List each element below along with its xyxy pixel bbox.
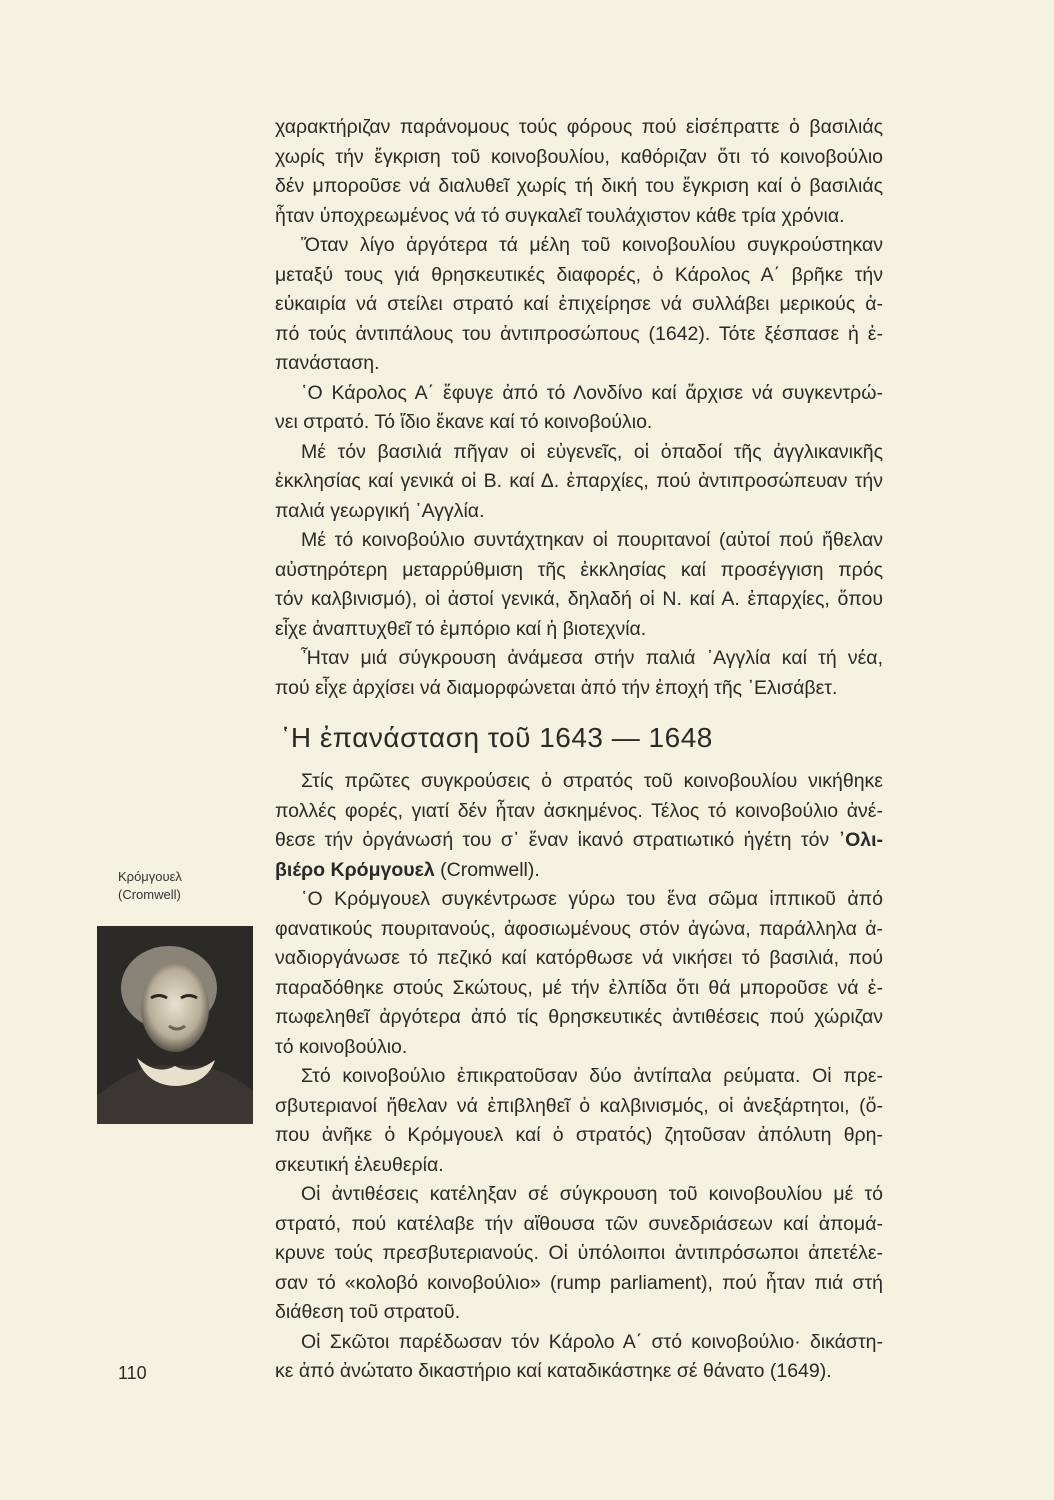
- text-segment: τόν καλβινισμό), οἱ ἀστοί γενικά, δηλαδή οἱ Ν. καί Α. ἐπαρχίες, ὅπου: [275, 588, 883, 610]
- text-line: [275, 767, 883, 797]
- text-segment: πού εἶχε ἀρχίσει νά διαμορφώνεται ἀπό τήν ἐποχή τῆς ᾿Ελισάβετ.: [275, 676, 838, 699]
- text-segment: χωρίς τήν ἔγκριση τοῦ κοινοβουλίου, καθόριζαν ὅτι τό κοινοβούλιο: [275, 145, 883, 168]
- text-line: [275, 826, 883, 856]
- text-segment: Οἱ Σκῶτοι παρέδωσαν τόν Κάρολο Α΄ στό κοινοβούλιο· δικάστη-: [301, 1330, 883, 1353]
- text-segment: Ὅταν λίγο ἀργότερα τά μέλη τοῦ κοινοβουλίου συγκρούστηκαν: [301, 234, 883, 256]
- paragraph: [275, 379, 883, 438]
- text-segment: σβυτεριανοί ἤθελαν νά ἐπιβληθεῖ ὁ καλβινισμός, οἱ ἀνεξάρτητοι, (ὅ-: [275, 1094, 883, 1117]
- text-segment: εἶχε ἀναπτυχθεῖ τό ἐμπόριο καί ἡ βιοτεχνία.: [275, 617, 647, 640]
- text-line: [275, 674, 883, 704]
- paragraph: [275, 113, 883, 231]
- text-line: [275, 556, 883, 586]
- text-segment: σκευτική ἐλευθερία.: [275, 1153, 444, 1176]
- text-line: [275, 1298, 883, 1328]
- text-segment: πανάσταση.: [275, 352, 380, 374]
- text-line: [275, 526, 883, 556]
- text-segment: (Cromwell).: [434, 858, 540, 881]
- text-segment: φανατικούς πουριτανούς, ἀφοσιωμένους στόν ἀγώνα, παράλληλα ἀ-: [275, 917, 883, 940]
- paragraph: [275, 231, 883, 379]
- text-line: [275, 113, 883, 143]
- paragraph: [275, 885, 883, 1062]
- text-segment: σαν τό «κολοβό κοινοβούλιο» (rump parliament), πού ἦταν πιά στή: [275, 1271, 883, 1294]
- text-segment: τό κοινοβούλιο.: [275, 1035, 408, 1058]
- figure-caption: [118, 868, 182, 904]
- text-segment: ῾Ο Κρόμγουελ συγκέντρωσε γύρω του ἕνα σῶμα ἱππικοῦ ἀπό: [301, 888, 883, 910]
- text-segment: Ἦταν μιά σύγκρουση ἀνάμεσα στήν παλιά ᾿Αγγλία καί τή νέα,: [301, 647, 883, 669]
- text-line: [275, 438, 883, 468]
- text-line: [275, 1328, 883, 1358]
- text-line: [275, 615, 883, 645]
- paragraph: [275, 526, 883, 644]
- text-segment: χαρακτήριζαν παράνομους τούς φόρους πού εἰσέπραττε ὁ βασιλιάς: [275, 116, 883, 138]
- text-segment: ῾Ο Κάρολος Α΄ ἔφυγε ἀπό τό Λονδίνο καί ἄρχισε νά συγκεντρώ-: [301, 381, 883, 404]
- text-segment: πολλές φορές, γιατί δέν ἦταν ἀσκημένος. Τέλος τό κοινοβούλιο ἀνέ-: [275, 799, 883, 822]
- text-segment: Μέ τόν βασιλιά πῆγαν οἱ εὐγενεῖς, οἱ ὀπαδοί τῆς ἀγγλικανικῆς: [301, 440, 883, 463]
- text-segment: πωφεληθεῖ ἀργότερα ἀπό τίς θρησκευτικές ἀντιθέσεις πού χώριζαν: [275, 1006, 883, 1028]
- text-line: [275, 974, 883, 1004]
- text-line: [275, 320, 883, 350]
- text-line: [275, 856, 883, 886]
- text-line: [275, 915, 883, 945]
- text-segment: Μέ τό κοινοβούλιο συντάχτηκαν οἱ πουριτανοί (αὐτοί πού ἤθελαν: [301, 529, 883, 551]
- text-line: [275, 1151, 883, 1181]
- caption-english: (Cromwell): [118, 887, 181, 902]
- text-line: [275, 143, 883, 173]
- text-segment: ναδιοργάνωσε τό πεζικό καί κατόρθωσε νά νικήσει τό βασιλιά, πού: [275, 947, 883, 969]
- bold-name: βιέρο Κρόμγουελ: [275, 858, 435, 881]
- text-segment: Στίς πρῶτες συγκρούσεις ὁ στρατός τοῦ κοινοβουλίου νικήθηκε: [301, 770, 883, 792]
- text-segment: εὐκαιρία νά στείλει στρατό καί ἐπιχείρησε νά συλλάβει μερικούς ἀ-: [275, 293, 883, 315]
- text-line: [275, 379, 883, 409]
- text-line: [275, 172, 883, 202]
- text-segment: Στό κοινοβούλιο ἐπικρατοῦσαν δύο ἀντίπαλα ρεύματα. Οἱ πρε-: [301, 1065, 883, 1087]
- text-segment: ἐκκλησίας καί γενικά οἱ Β. καί Δ. ἐπαρχίες, πού ἀντιπροσώπευαν τήν: [275, 470, 883, 492]
- caption-greek: Κρόμγουελ: [118, 869, 182, 884]
- text-segment: μεταξύ τους γιά θρησκευτικές διαφορές, ὁ Κάρολος Α΄ βρῆκε τήν: [275, 263, 883, 286]
- text-line: [275, 1210, 883, 1240]
- text-segment: που ἀνῆκε ὁ Κρόμγουελ καί ὁ στρατός) ζητοῦσαν ἀπόλυτη θρη-: [275, 1124, 883, 1146]
- text-line: [275, 261, 883, 291]
- text-line: [275, 202, 883, 232]
- section-2-text: [275, 767, 883, 1387]
- paragraph: [275, 438, 883, 527]
- text-segment: αὐστηρότερη μεταρρύθμιση τῆς ἐκκλησίας καί προσέγγιση πρός: [275, 558, 883, 581]
- bold-name: ᾿Ολι-: [838, 829, 883, 851]
- text-segment: θεσε τήν ὀργάνωσή του σ᾿ ἕναν ἱκανό στρατιωτικό ἡγέτη τόν: [275, 829, 839, 851]
- text-line: [275, 290, 883, 320]
- text-segment: Οἱ ἀντιθέσεις κατέληξαν σέ σύγκρουση τοῦ κοινοβουλίου μέ τό: [301, 1183, 883, 1205]
- paragraph: [275, 1062, 883, 1180]
- paragraph: [275, 1180, 883, 1328]
- text-segment: παλιά γεωργική ᾿Αγγλία.: [275, 499, 485, 522]
- portrait-image: [97, 926, 253, 1124]
- text-segment: στρατό, πού κατέλαβε τήν αἴθουσα τῶν συνεδριάσεων καί ἀπομά-: [275, 1212, 883, 1235]
- text-line: [275, 467, 883, 497]
- section-1-text: [275, 113, 883, 703]
- paragraph: [275, 767, 883, 885]
- text-line: [275, 349, 883, 379]
- text-line: [275, 231, 883, 261]
- text-line: [275, 1121, 883, 1151]
- section-heading: ῾Η ἐπανάσταση τοῦ 1643 — 1648: [281, 722, 713, 753]
- page-number: 110: [118, 1363, 147, 1383]
- text-line: [275, 1092, 883, 1122]
- text-line: [275, 797, 883, 827]
- paragraph: [275, 644, 883, 703]
- text-line: [275, 1269, 883, 1299]
- text-line: [275, 1003, 883, 1033]
- cromwell-portrait: [97, 926, 253, 1124]
- text-line: [275, 1357, 883, 1387]
- paragraph: [275, 1328, 883, 1387]
- text-segment: διάθεση τοῦ στρατοῦ.: [275, 1301, 461, 1323]
- text-line: [275, 408, 883, 438]
- text-segment: νει στρατό. Τό ἴδιο ἔκανε καί τό κοινοβούλιο.: [275, 411, 653, 433]
- text-segment: ἦταν ὑποχρεωμένος νά τό συγκαλεῖ τουλάχιστον κάθε τρία χρόνια.: [275, 204, 845, 227]
- text-line: [275, 1180, 883, 1210]
- text-line: [275, 644, 883, 674]
- text-line: [275, 944, 883, 974]
- text-line: [275, 1033, 883, 1063]
- text-segment: παραδόθηκε στούς Σκώτους, μέ τήν ἐλπίδα ὅτι θά μποροῦσε νά ἐ-: [275, 976, 883, 999]
- text-line: [275, 497, 883, 527]
- text-line: [275, 585, 883, 615]
- text-line: [275, 885, 883, 915]
- text-line: [275, 1062, 883, 1092]
- text-line: [275, 1239, 883, 1269]
- text-segment: κε ἀπό ἀνώτατο δικαστήριο καί καταδικάστηκε σέ θάνατο (1649).: [275, 1360, 832, 1382]
- text-segment: πό τούς ἀντιπάλους του ἀντιπροσώπους (1642). Τότε ξέσπασε ἡ ἐ-: [275, 322, 883, 345]
- text-segment: κρυνε τούς πρεσβυτεριανούς. Οἱ ὑπόλοιποι ἀντιπρόσωποι ἀπετέλε-: [275, 1242, 883, 1264]
- text-segment: δέν μποροῦσε νά διαλυθεῖ χωρίς τή δική του ἔγκριση καί ὁ βασιλιάς: [275, 175, 883, 197]
